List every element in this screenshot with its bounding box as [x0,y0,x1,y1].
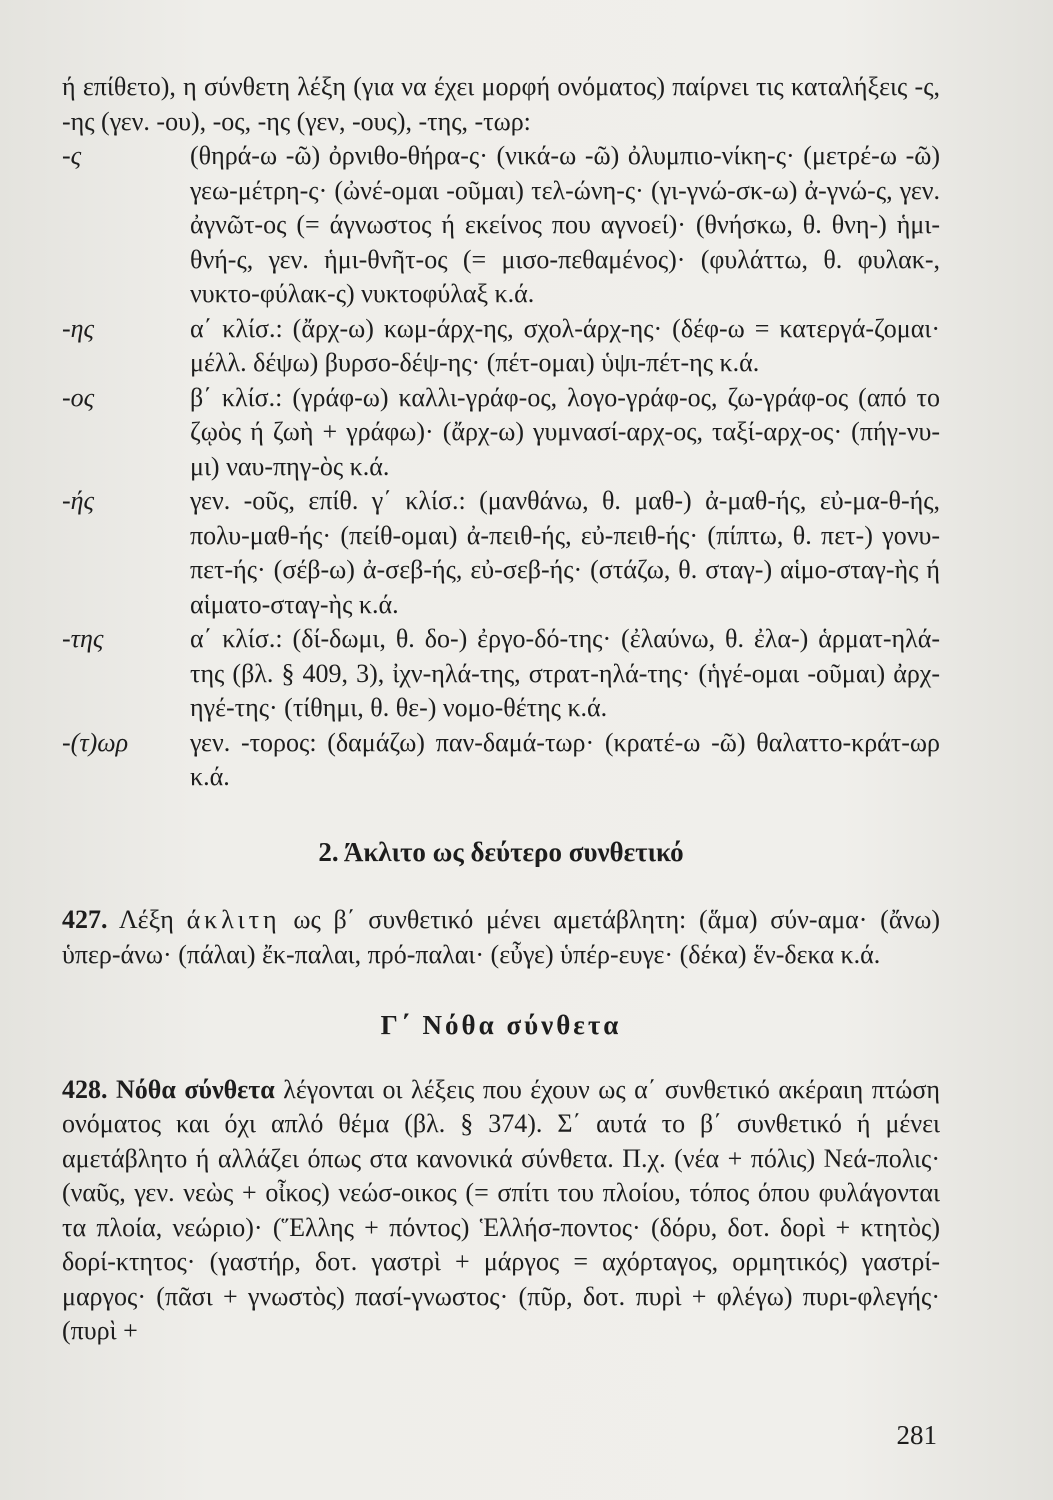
entry-suffix: -ος [62,382,95,412]
entry-tis [62,622,940,726]
entry-text: γεν. -οῦς, επίθ. γ΄ κλίσ.: (μανθάνω, θ. μαθ-) ἀ-μαθ-ής, εὐ-μα-θ-ής, πολυ-μαθ-ής· (πείθ-ομαι) ἀ-πειθ-ής, εὐ-πειθ-ής· (πίπτω, θ. πετ-) γονυ-πετ-ής· (σέβ-ω) ἀ-σεβ-ής, εὐ-σεβ-ής· (στάζω, θ. σταγ-) αἱμο-σταγ-ὴς ή αἱματο-σταγ-ὴς κ.ά. [190,486,940,619]
entry-suffix: -ς [62,141,82,170]
page-number: 281 [896,1420,937,1450]
paragraph-number: 428. [62,1074,108,1104]
entry-os [62,381,940,485]
entry-text: α΄ κλίσ.: (ἄρχ-ω) κωμ-άρχ-ης, σχολ-άρχ-ης· (δέφ-ω = κατεργά-ζομαι· μέλλ. δέψω) βυρσο-δέψ-ης· (πέτ-ομαι) ὑψι-πέτ-ης κ.ά. [190,313,940,377]
entry-text: β΄ κλίσ.: (γράφ-ω) καλλι-γράφ-ος, λογο-γράφ-ος, ζω-γράφ-ος (από το ζῳὸς ή ζωὴ + γράφω)· (ἄρχ-ω) γυμνασί-αρχ-ος, ταξί-αρχ-ος· (πήγ-νυ-μι) ναυ-πηγ-ὸς κ.ά. [190,382,940,481]
entry-text: γεν. -τορος: (δαμάζω) παν-δαμά-τωρ· (κρατέ-ω -ῶ) θαλαττο-κράτ-ωρ κ.ά. [190,727,940,791]
entry-is [62,312,940,381]
section-heading-2: 2. Άκλιτο ως δεύτερο συνθετικό [318,836,684,867]
paragraph-428 [62,1073,940,1349]
bold-term: Νόθα σύνθετα [115,1074,275,1104]
entry-text: (θηρά-ω -ῶ) ὀρνιθο-θήρα-ς· (νικά-ω -ῶ) ὀλυμπιο-νίκη-ς· (μετρέ-ω -ῶ) γεω-μέτρη-ς· (ὠνέ-ομαι -οῦμαι) τελ-ώνη-ς· (γι-γνώ-σκ-ω) ἀ-γνώ-ς, γεν. ἀγνῶτ-ος (= άγνωστος ή εκείνος που αγνοεί)· (θνήσκω, θ. θνη-) ἡμι-θνή-ς, γεν. ἡμι-θνῆτ-ος (= μισο-πεθαμένος)· (φυλάττω, θ. φυλακ-, νυκτο-φύλακ-ς) νυκτοφύλαξ κ.ά. [190,141,940,308]
entry-suffix: -ής [62,486,95,515]
entry-suffix: -της [62,624,104,653]
entry-text: α΄ κλίσ.: (δί-δωμι, θ. δο-) ἐργο-δό-της· (ἐλαύνω, θ. ἐλα-) ἁρματ-ηλά-της (βλ. § 409, 3), ἰχν-ηλά-της, στρατ-ηλά-της· (ἡγέ-ομαι -οῦμαι) ἀρχ-ηγέ-της· (τίθημι, θ. θε-) νομο-θέτης κ.ά. [190,624,940,722]
paragraph-427 [62,903,940,972]
section-heading-3: Γ΄ Νόθα σύνθετα [380,1010,622,1040]
intro-paragraph: ή επίθετο), η σύνθετη λέξη (για να έχει μορφή ονόματος) παίρνει τις καταλήξεις -ς, -ης (γεν. -ου), -ος, -ης (γεν, -ους), -της, -τωρ: [62,72,940,136]
entry-suffix: -(τ)ωρ [62,727,129,757]
entry-ies [62,484,940,622]
entry-tor [62,726,940,795]
entry-suffix: -ης [62,313,95,343]
paragraph-text: λέγονται οι λέξεις που έχουν ως α΄ συνθετικό ακέραιη πτώση ονόματος και όχι απλό θέμα (βλ. § 374). Σ΄ αυτά το β΄ συνθετικό ή μένει αμετάβλητο ή αλλάζει όπως στα κανονικά σύνθετα. Π.χ. (νέα + πόλις) Νεά-πολις· (ναῦς, γεν. νεὼς + οἶκος) νεώσ-οικος (= σπίτι του πλοίου, τόπος όπου φυλάγονται τα πλοία, νεώριο)· (Ἕλλης + πόντος) Ἑλλήσ-ποντος· (δόρυ, δοτ. δορὶ + κτητὸς) δορί-κτητος· (γαστήρ, δοτ. γαστρὶ + μάργος = αχόρταγος, ορμητικός) γαστρί-μαργος· (πᾶσι + γνωστὸς) πασί-γνωστος· (πῦρ, δοτ. πυρὶ + φλέγω) πυρι-φλεγής· (πυρὶ + [62,1074,941,1345]
spaced-term: άκλιτη [186,905,281,934]
paragraph-text: ως β΄ συνθετικό μένει αμετάβλητη: (ἅμα) σύν-αμα· (ἄνω) ὑπερ-άνω· (πάλαι) ἔκ-παλαι, πρό-παλαι· (εὖγε) ὑπέρ-ευγε· (δέκα) ἕν-δεκα κ.ά. [62,905,940,969]
paragraph-number: 427. [62,905,108,934]
text-block [62,70,940,1349]
entry-s [62,139,940,312]
paragraph-lead: Λέξη [118,905,174,934]
